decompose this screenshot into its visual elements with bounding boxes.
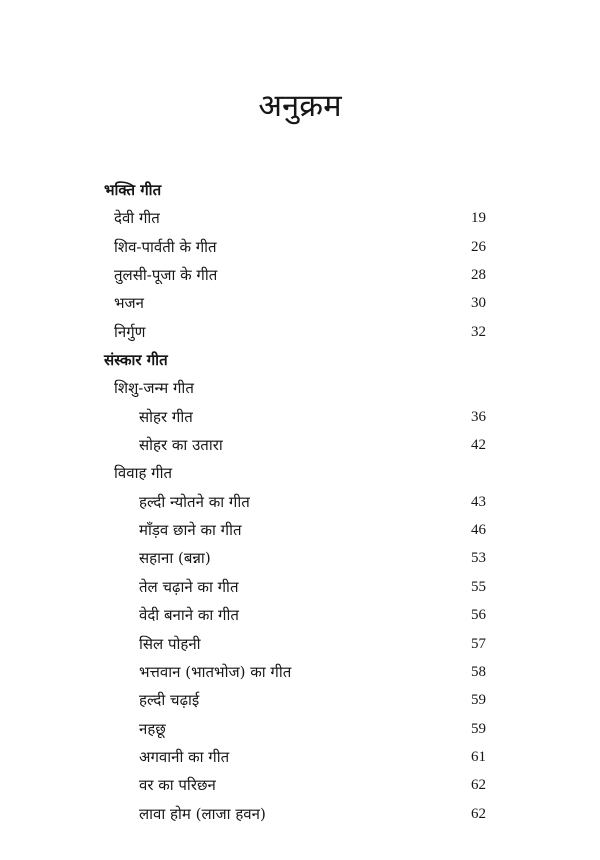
toc-entry-label: वर का परिछन: [139, 776, 216, 795]
toc-entry-label: लावा होम (लाजा हवन): [139, 804, 266, 823]
toc-entry-page: 26: [471, 238, 486, 255]
subsection-heading-label: विवाह गीत: [114, 464, 173, 483]
toc-entry-page: 42: [471, 437, 486, 454]
toc-entry-page: 61: [471, 748, 486, 765]
toc-entry: [0, 516, 600, 544]
subsection-heading-vivah: [0, 459, 600, 487]
toc-entry-page: 62: [471, 777, 486, 794]
toc-entry-label: सोहर गीत: [139, 407, 193, 426]
section-heading-sanskar-geet: [0, 346, 600, 374]
toc-entry-label: भत्तवान (भातभोज) का गीत: [139, 662, 292, 681]
toc-entry-page: 28: [471, 267, 486, 284]
toc-entry: [0, 233, 600, 261]
toc-entry: [0, 771, 600, 799]
toc-entry-label: माँड़व छाने का गीत: [139, 521, 242, 540]
section-heading-label: संस्कार गीत: [104, 351, 168, 370]
toc-entry-label: सिल पोहनी: [139, 634, 201, 653]
subsection-heading-label: शिशु-जन्म गीत: [114, 379, 194, 398]
toc-entry-page: 43: [471, 493, 486, 510]
toc-entry: [0, 658, 600, 686]
toc-entry: [0, 261, 600, 289]
toc-entry-page: 46: [471, 522, 486, 539]
toc-entry: [0, 800, 600, 828]
toc-entry-page: 53: [471, 550, 486, 567]
section-heading-bhakti-geet: [0, 176, 600, 204]
toc-entry-label: देवी गीत: [114, 209, 160, 228]
toc-entry: [0, 743, 600, 771]
toc-entry: [0, 204, 600, 232]
toc-entry: [0, 573, 600, 601]
toc-entry-page: 56: [471, 607, 486, 624]
toc-entry-label: तुलसी-पूजा के गीत: [114, 266, 218, 285]
toc-entry-page: 62: [471, 805, 486, 822]
toc-entry-label: सहाना (बन्ना): [139, 549, 211, 568]
toc-entry: [0, 686, 600, 714]
toc-entry-label: शिव-पार्वती के गीत: [114, 237, 217, 256]
toc-entry-label: हल्दी चढ़ाई: [139, 691, 200, 710]
toc-entry-page: 57: [471, 635, 486, 652]
toc-entry: [0, 403, 600, 431]
toc-entry: [0, 544, 600, 572]
page-title: अनुक्रम: [258, 88, 342, 124]
toc-entry-page: 58: [471, 663, 486, 680]
section-heading-label: भक्ति गीत: [104, 181, 162, 199]
toc-entry-label: हल्दी न्योतने का गीत: [139, 492, 250, 511]
subsection-heading-shishu-janm: [0, 374, 600, 402]
toc-entry-label: नहछू: [139, 719, 166, 738]
toc-entry: [0, 630, 600, 658]
toc-entry-page: 30: [471, 295, 486, 312]
toc-entry: [0, 715, 600, 743]
toc-entry: [0, 601, 600, 629]
toc-entry-label: तेल चढ़ाने का गीत: [139, 577, 239, 596]
toc-entry-page: 19: [471, 210, 486, 227]
toc-entry: [0, 488, 600, 516]
toc-entry-label: वेदी बनाने का गीत: [139, 606, 239, 625]
toc-entry: [0, 318, 600, 346]
toc-entry-page: 59: [471, 720, 486, 737]
toc-entry: [0, 289, 600, 317]
table-of-contents: [0, 176, 600, 828]
toc-entry-page: 55: [471, 578, 486, 595]
toc-entry-page: 59: [471, 692, 486, 709]
toc-entry-page: 32: [471, 323, 486, 340]
toc-entry-label: निर्गुण: [114, 322, 146, 341]
toc-entry-page: 36: [471, 408, 486, 425]
toc-entry-label: अगवानी का गीत: [139, 747, 230, 766]
toc-entry: [0, 431, 600, 459]
toc-entry-label: सोहर का उतारा: [139, 436, 223, 455]
toc-entry-label: भजन: [114, 294, 145, 313]
